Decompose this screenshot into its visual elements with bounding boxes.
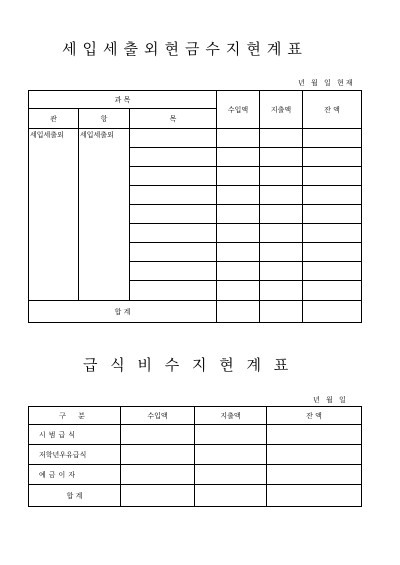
- hang-cell: 세입세출외: [79, 129, 130, 301]
- total-balance-cell[interactable]: [267, 485, 362, 507]
- mok-cell[interactable]: [130, 281, 217, 301]
- category-header: 과 목: [29, 91, 217, 109]
- total-balance-cell[interactable]: [303, 301, 362, 323]
- expense-cell[interactable]: [260, 205, 303, 224]
- income-cell[interactable]: [217, 224, 260, 243]
- income-cell[interactable]: [217, 148, 260, 167]
- division-header: 구 분: [29, 407, 121, 425]
- expense-cell[interactable]: [195, 465, 267, 485]
- balance-cell[interactable]: [267, 445, 362, 465]
- total-label: 합 계: [29, 485, 121, 507]
- total-label: 합 계: [29, 301, 217, 323]
- doc2-date-label: 년 월 일: [313, 396, 348, 404]
- mok-cell[interactable]: [130, 224, 217, 243]
- balance-header: 잔 액: [303, 91, 362, 129]
- balance-cell[interactable]: [303, 129, 362, 148]
- row-label: 시범급식: [29, 425, 121, 445]
- mok-header: 목: [130, 109, 217, 129]
- expense-cell[interactable]: [260, 167, 303, 186]
- balance-cell[interactable]: [303, 224, 362, 243]
- income-cell[interactable]: [121, 445, 195, 465]
- income-header: 수입액: [121, 407, 195, 425]
- mok-cell[interactable]: [130, 167, 217, 186]
- expense-cell[interactable]: [260, 129, 303, 148]
- mok-cell[interactable]: [130, 186, 217, 205]
- expense-cell[interactable]: [260, 186, 303, 205]
- hang-header: 항: [79, 109, 130, 129]
- gwan-cell: 세입세출외: [29, 129, 79, 301]
- table-row: [29, 129, 362, 148]
- expense-cell[interactable]: [195, 445, 267, 465]
- balance-cell[interactable]: [303, 167, 362, 186]
- row-label: 예금이자: [29, 465, 121, 485]
- mok-cell[interactable]: [130, 205, 217, 224]
- total-row: [29, 301, 362, 323]
- expense-header: 지출액: [195, 407, 267, 425]
- total-income-cell[interactable]: [217, 301, 260, 323]
- mok-cell[interactable]: [130, 262, 217, 281]
- expense-cell[interactable]: [260, 243, 303, 262]
- table-row: [29, 425, 362, 445]
- expense-cell[interactable]: [260, 148, 303, 167]
- income-cell[interactable]: [217, 186, 260, 205]
- table-row: [29, 465, 362, 485]
- table-header-row: [29, 407, 362, 425]
- expense-header: 지출액: [260, 91, 303, 129]
- expense-cell[interactable]: [260, 262, 303, 281]
- balance-cell[interactable]: [303, 148, 362, 167]
- income-header: 수입액: [217, 91, 260, 129]
- income-cell[interactable]: [121, 465, 195, 485]
- doc2-title: 급 식 비 수 지 현 계 표: [83, 356, 293, 374]
- gwan-header: 관: [29, 109, 79, 129]
- income-cell[interactable]: [217, 167, 260, 186]
- mok-cell[interactable]: [130, 129, 217, 148]
- doc1-title: 세입세출외현금수지현계표: [62, 40, 308, 58]
- total-expense-cell[interactable]: [195, 485, 267, 507]
- balance-cell[interactable]: [303, 281, 362, 301]
- total-income-cell[interactable]: [121, 485, 195, 507]
- expense-cell[interactable]: [260, 281, 303, 301]
- table-header-row: [29, 91, 362, 109]
- total-row: [29, 485, 362, 507]
- balance-cell[interactable]: [303, 205, 362, 224]
- income-cell[interactable]: [217, 281, 260, 301]
- income-cell[interactable]: [217, 205, 260, 224]
- balance-cell[interactable]: [303, 186, 362, 205]
- doc1-date-label: 년 월 일 현재: [298, 79, 355, 87]
- expense-cell[interactable]: [260, 224, 303, 243]
- balance-header: 잔 액: [267, 407, 362, 425]
- balance-cell[interactable]: [303, 243, 362, 262]
- balance-cell[interactable]: [267, 465, 362, 485]
- table-row: [29, 445, 362, 465]
- row-label: 저학년우유급식: [29, 445, 121, 465]
- balance-cell[interactable]: [267, 425, 362, 445]
- meal-summary-table: [28, 406, 362, 507]
- mok-cell[interactable]: [130, 243, 217, 262]
- income-cell[interactable]: [217, 243, 260, 262]
- income-cell[interactable]: [217, 262, 260, 281]
- balance-cell[interactable]: [303, 262, 362, 281]
- cash-summary-table: [28, 90, 362, 323]
- expense-cell[interactable]: [195, 425, 267, 445]
- income-cell[interactable]: [121, 425, 195, 445]
- total-expense-cell[interactable]: [260, 301, 303, 323]
- mok-cell[interactable]: [130, 148, 217, 167]
- income-cell[interactable]: [217, 129, 260, 148]
